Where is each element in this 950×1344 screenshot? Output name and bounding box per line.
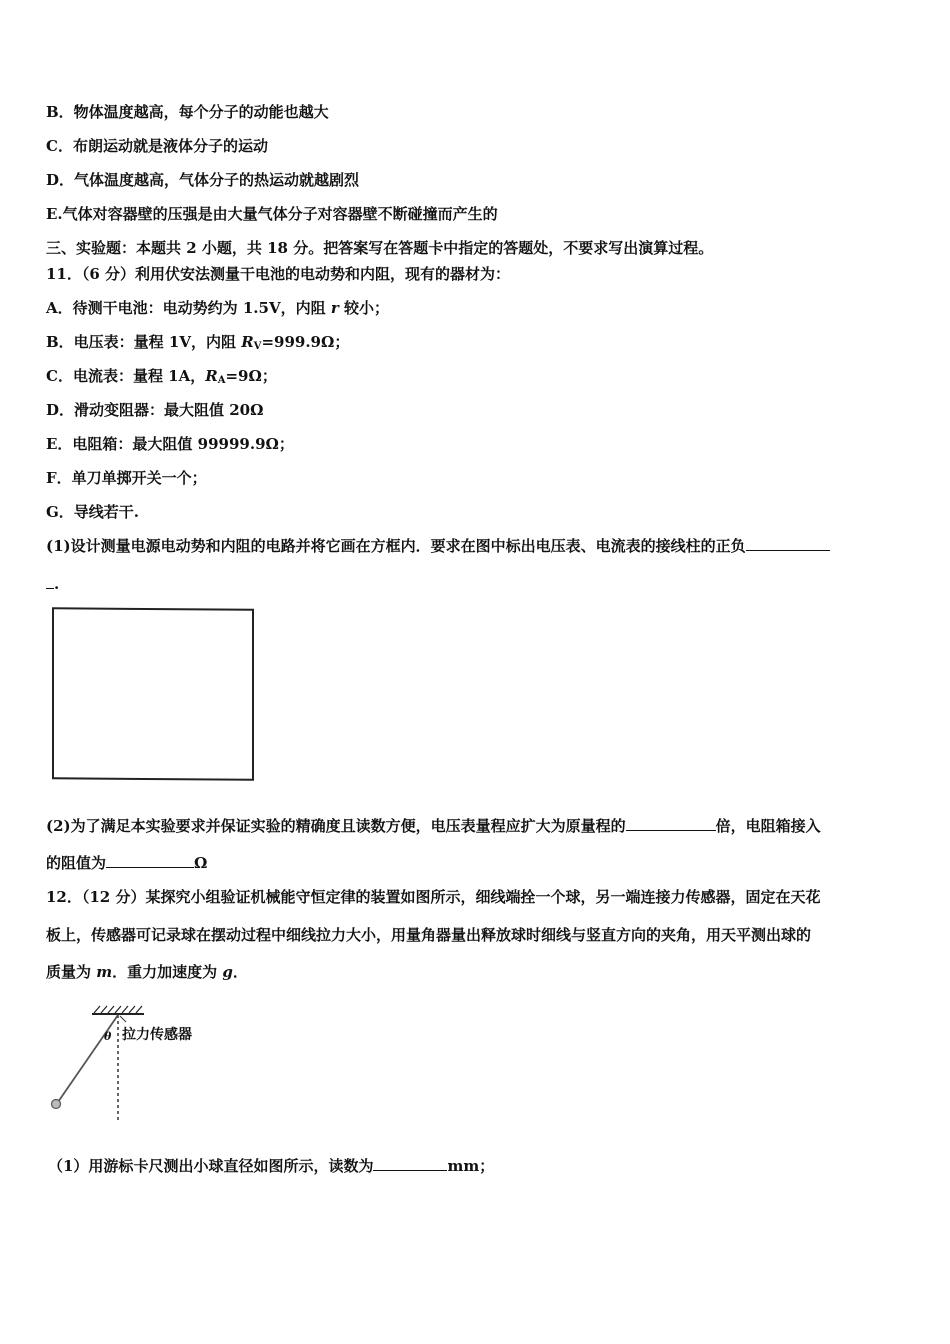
q12-stem-line3 [46,962,248,982]
q12-part1 [48,1156,494,1176]
sensor-pointer [120,1016,126,1022]
q11-part1-cont [46,574,59,594]
option-e-prev: E.气体对容器壁的压强是由大量气体分子对容器壁不断碰撞而产生的 [46,205,498,223]
figure-sensor-label: 拉力传感器 [122,1027,192,1043]
q11-part1-end: . [54,575,60,593]
option-d-prev: D．气体温度越高，气体分子的热运动就越剧烈 [46,171,360,189]
q12-gravity-var: g [222,963,233,981]
q12-part1-post: mm； [447,1157,495,1175]
q12-part1-reading-blank[interactable] [373,1156,447,1171]
q12-stem-line2: 板上，传感器可记录球在摆动过程中细线拉力大小，用量角器量出释放球时细线与竖直方向的夹角，用天平测出球的 [46,926,812,944]
q11-part2-text2: 倍，电阻箱接入 [715,817,821,835]
q11-option-b-post: =999.9Ω； [261,333,350,351]
q11-option-d: D．滑动变阻器：最大阻值 20Ω [46,401,264,419]
q11-option-a-pre: A．待测干电池：电动势约为 1.5V，内阻 [46,299,331,317]
section-3-header: 三、实验题：本题共 2 小题，共 18 分。把答案写在答题卡中指定的答题处，不要求写出演算过程。 [46,239,714,257]
q11-option-b-pre: B．电压表：量程 1V，内阻 [46,333,242,351]
pendulum-diagram [44,1002,224,1124]
q11-part2-text1: (2)为了满足本实验要求并保证实验的精确度且读数方便，电压表量程应扩大为原量程的 [46,817,626,835]
q11-option-c-var: R [205,367,218,385]
q11-option-f: F．单刀单掷开关一个； [46,469,207,487]
q11-option-c [46,366,277,391]
q11-option-b [46,332,349,357]
q11-part2-line2-post: Ω [194,854,208,872]
q11-part1 [46,536,830,556]
q11-part1-answer-blank-cont[interactable] [46,574,54,589]
q11-option-a-var: r [330,299,339,317]
circuit-drawing-box[interactable] [52,607,254,780]
q11-part2-multiple-blank[interactable] [626,816,716,831]
q11-part1-text: (1)设计测量电源电动势和内阻的电路并将它画在方框内．要求在图中标出电压表、电流表的接线柱的正负 [46,537,746,555]
q12-part1-pre: （1）用游标卡尺测出小球直径如图所示，读数为 [48,1157,374,1175]
q12-line3-post: ． [232,963,248,981]
q11-option-c-pre: C．电流表：量程 1A， [46,367,206,385]
figure-angle-label: θ [104,1030,112,1043]
q11-part1-answer-blank[interactable] [746,536,830,551]
q11-option-c-post: =9Ω； [225,367,277,385]
q11-option-b-sub: V [253,341,262,352]
q11-option-b-var: R [241,333,254,351]
ceiling-hatch [94,1006,142,1013]
q12-stem-line1: 12．（12 分）某探究小组验证机械能守恒定律的装置如图所示，细线端拴一个球，另一端连接力传感器，固定在天花 [46,888,821,906]
q11-option-e: E．电阻箱：最大阻值 99999.9Ω； [46,435,294,453]
q12-mass-var: m [96,963,113,981]
q12-line3-mid: ．重力加速度为 [112,963,223,981]
q11-option-a [46,298,389,318]
q11-option-c-sub: A [217,375,226,386]
q11-stem: 11．（6 分）利用伏安法测量干电池的电动势和内阻，现有的器材为： [46,265,511,283]
pendulum-string [58,1015,118,1102]
q11-part2-line2-pre: 的阻值为 [46,854,107,872]
q12-line3-pre: 质量为 [46,963,97,981]
q11-part2 [46,816,821,836]
option-c-prev: C．布朗运动就是液体分子的运动 [46,137,268,155]
pendulum-figure [44,1002,224,1124]
pendulum-ball [52,1100,61,1109]
q11-option-g: G．导线若干. [46,503,140,521]
q11-option-a-post: 较小； [338,299,389,317]
q11-part2-line2 [46,853,207,873]
option-b-prev: B．物体温度越高，每个分子的动能也越大 [46,103,329,121]
q11-part2-resistance-blank[interactable] [106,853,194,868]
